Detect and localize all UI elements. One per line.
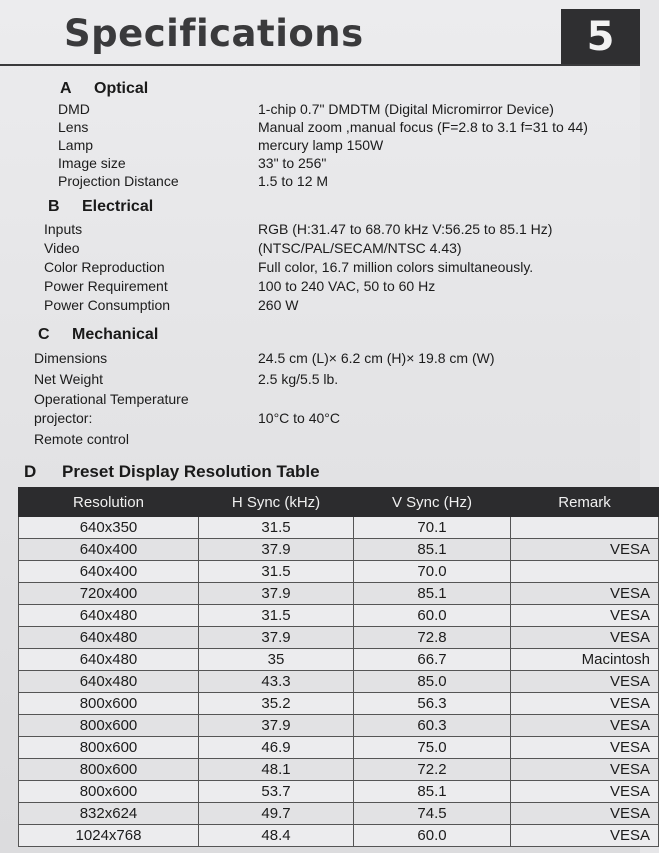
table-row	[19, 649, 659, 671]
cell-vsync: 72.2	[354, 759, 511, 781]
page-title: Specifications	[64, 12, 364, 55]
cell-resolution: 640x350	[19, 517, 199, 539]
cell-resolution: 800x600	[19, 781, 199, 803]
cell-vsync: 75.0	[354, 737, 511, 759]
cell-hsync: 37.9	[199, 715, 354, 737]
table-row	[19, 693, 659, 715]
cell-vsync: 60.0	[354, 605, 511, 627]
cell-vsync: 85.0	[354, 671, 511, 693]
cell-vsync: 56.3	[354, 693, 511, 715]
column-header-vsync: V Sync (Hz)	[354, 488, 511, 517]
cell-resolution: 640x400	[19, 539, 199, 561]
spec-label: Image size	[58, 155, 126, 171]
table-row	[19, 759, 659, 781]
cell-remark: VESA	[511, 737, 659, 759]
table-row	[19, 539, 659, 561]
spec-label: Lamp	[58, 137, 94, 153]
cell-hsync: 43.3	[199, 671, 354, 693]
section-mechanical-heading	[38, 326, 158, 344]
spec-value: 100 to 240 VAC, 50 to 60 Hz	[258, 278, 436, 294]
section-title: Electrical	[82, 198, 154, 215]
cell-resolution: 640x480	[19, 605, 199, 627]
cell-vsync: 70.0	[354, 561, 511, 583]
cell-remark: VESA	[511, 605, 659, 627]
cell-resolution: 640x480	[19, 671, 199, 693]
spec-value: 1-chip 0.7" DMDTM (Digital Micromirror Device)	[258, 101, 554, 117]
cell-remark: Macintosh	[511, 649, 659, 671]
cell-hsync: 37.9	[199, 539, 354, 561]
cell-vsync: 72.8	[354, 627, 511, 649]
column-header-resolution: Resolution	[19, 488, 199, 517]
spec-label: Inputs	[44, 221, 83, 237]
cell-hsync: 46.9	[199, 737, 354, 759]
section-title: Optical	[94, 80, 149, 97]
cell-hsync: 31.5	[199, 605, 354, 627]
spec-value: 24.5 cm (L)× 6.2 cm (H)× 19.8 cm (W)	[258, 350, 495, 366]
cell-resolution: 832x624	[19, 803, 199, 825]
table-row	[19, 803, 659, 825]
section-optical-heading	[60, 80, 148, 98]
chapter-number: 5	[561, 9, 640, 64]
cell-remark	[511, 517, 659, 539]
table-row	[19, 671, 659, 693]
spec-label: DMD	[58, 101, 90, 117]
section-resolution-heading	[24, 462, 320, 482]
spec-value: Full color, 16.7 million colors simultaneously.	[258, 259, 534, 275]
spec-label: Net Weight	[34, 371, 103, 387]
spec-value: 10°C to 40°C	[258, 410, 341, 426]
resolution-table-wrapper	[18, 487, 658, 847]
cell-resolution: 800x600	[19, 693, 199, 715]
cell-hsync: 37.9	[199, 627, 354, 649]
table-row	[19, 627, 659, 649]
spec-value: Manual zoom ,manual focus (F=2.8 to 3.1 f=31 to 44)	[258, 119, 588, 135]
section-letter: B	[48, 198, 60, 215]
table-row	[19, 561, 659, 583]
cell-remark: VESA	[511, 781, 659, 803]
resolution-table	[18, 487, 659, 847]
table-row	[19, 737, 659, 759]
cell-vsync: 85.1	[354, 539, 511, 561]
cell-resolution: 640x400	[19, 561, 199, 583]
cell-hsync: 35.2	[199, 693, 354, 715]
spec-value: 33" to 256"	[258, 155, 327, 171]
cell-remark: VESA	[511, 803, 659, 825]
spec-value: 1.5 to 12 M	[258, 173, 329, 189]
cell-remark: VESA	[511, 539, 659, 561]
table-row	[19, 605, 659, 627]
spec-label: Remote control	[34, 431, 129, 447]
cell-resolution: 720x400	[19, 583, 199, 605]
cell-hsync: 49.7	[199, 803, 354, 825]
spec-value: (NTSC/PAL/SECAM/NTSC 4.43)	[258, 240, 462, 256]
resolution-table-body	[19, 517, 659, 847]
cell-vsync: 85.1	[354, 781, 511, 803]
cell-remark	[511, 561, 659, 583]
spec-label: Lens	[58, 119, 89, 135]
column-header-remark: Remark	[511, 488, 659, 517]
section-electrical-heading	[48, 198, 153, 216]
spec-label: Video	[44, 240, 80, 256]
spec-label: Operational Temperature	[34, 391, 189, 407]
cell-hsync: 35	[199, 649, 354, 671]
cell-vsync: 66.7	[354, 649, 511, 671]
spec-label: projector:	[34, 410, 93, 426]
table-row	[19, 825, 659, 847]
cell-hsync: 53.7	[199, 781, 354, 803]
cell-remark: VESA	[511, 671, 659, 693]
spec-value: 260 W	[258, 297, 299, 313]
cell-resolution: 1024x768	[19, 825, 199, 847]
cell-resolution: 800x600	[19, 737, 199, 759]
cell-resolution: 640x480	[19, 627, 199, 649]
cell-hsync: 48.4	[199, 825, 354, 847]
table-row	[19, 583, 659, 605]
cell-resolution: 800x600	[19, 715, 199, 737]
cell-vsync: 70.1	[354, 517, 511, 539]
section-letter: C	[38, 326, 50, 343]
spec-label: Dimensions	[34, 350, 108, 366]
cell-remark: VESA	[511, 627, 659, 649]
cell-resolution: 800x600	[19, 759, 199, 781]
cell-hsync: 48.1	[199, 759, 354, 781]
cell-remark: VESA	[511, 759, 659, 781]
cell-remark: VESA	[511, 825, 659, 847]
spec-value: RGB (H:31.47 to 68.70 kHz V:56.25 to 85.1 Hz)	[258, 221, 553, 237]
spec-label: Power Requirement	[44, 278, 168, 294]
cell-vsync: 60.3	[354, 715, 511, 737]
table-row	[19, 715, 659, 737]
spec-value: 2.5 kg/5.5 lb.	[258, 371, 339, 387]
cell-remark: VESA	[511, 715, 659, 737]
section-letter: D	[24, 462, 37, 481]
spec-label: Color Reproduction	[44, 259, 165, 275]
cell-vsync: 85.1	[354, 583, 511, 605]
title-rule	[0, 64, 640, 66]
spec-value: mercury lamp 150W	[258, 137, 384, 153]
section-title: Mechanical	[72, 326, 159, 343]
table-header-row	[19, 488, 659, 517]
spec-label: Power Consumption	[44, 297, 171, 313]
cell-vsync: 60.0	[354, 825, 511, 847]
column-header-hsync: H Sync (kHz)	[199, 488, 354, 517]
cell-vsync: 74.5	[354, 803, 511, 825]
cell-resolution: 640x480	[19, 649, 199, 671]
section-letter: A	[60, 80, 72, 97]
cell-hsync: 31.5	[199, 561, 354, 583]
cell-remark: VESA	[511, 583, 659, 605]
table-row	[19, 781, 659, 803]
cell-hsync: 31.5	[199, 517, 354, 539]
cell-remark: VESA	[511, 693, 659, 715]
cell-hsync: 37.9	[199, 583, 354, 605]
spec-label: Projection Distance	[58, 173, 179, 189]
section-title: Preset Display Resolution Table	[62, 462, 320, 481]
table-row	[19, 517, 659, 539]
